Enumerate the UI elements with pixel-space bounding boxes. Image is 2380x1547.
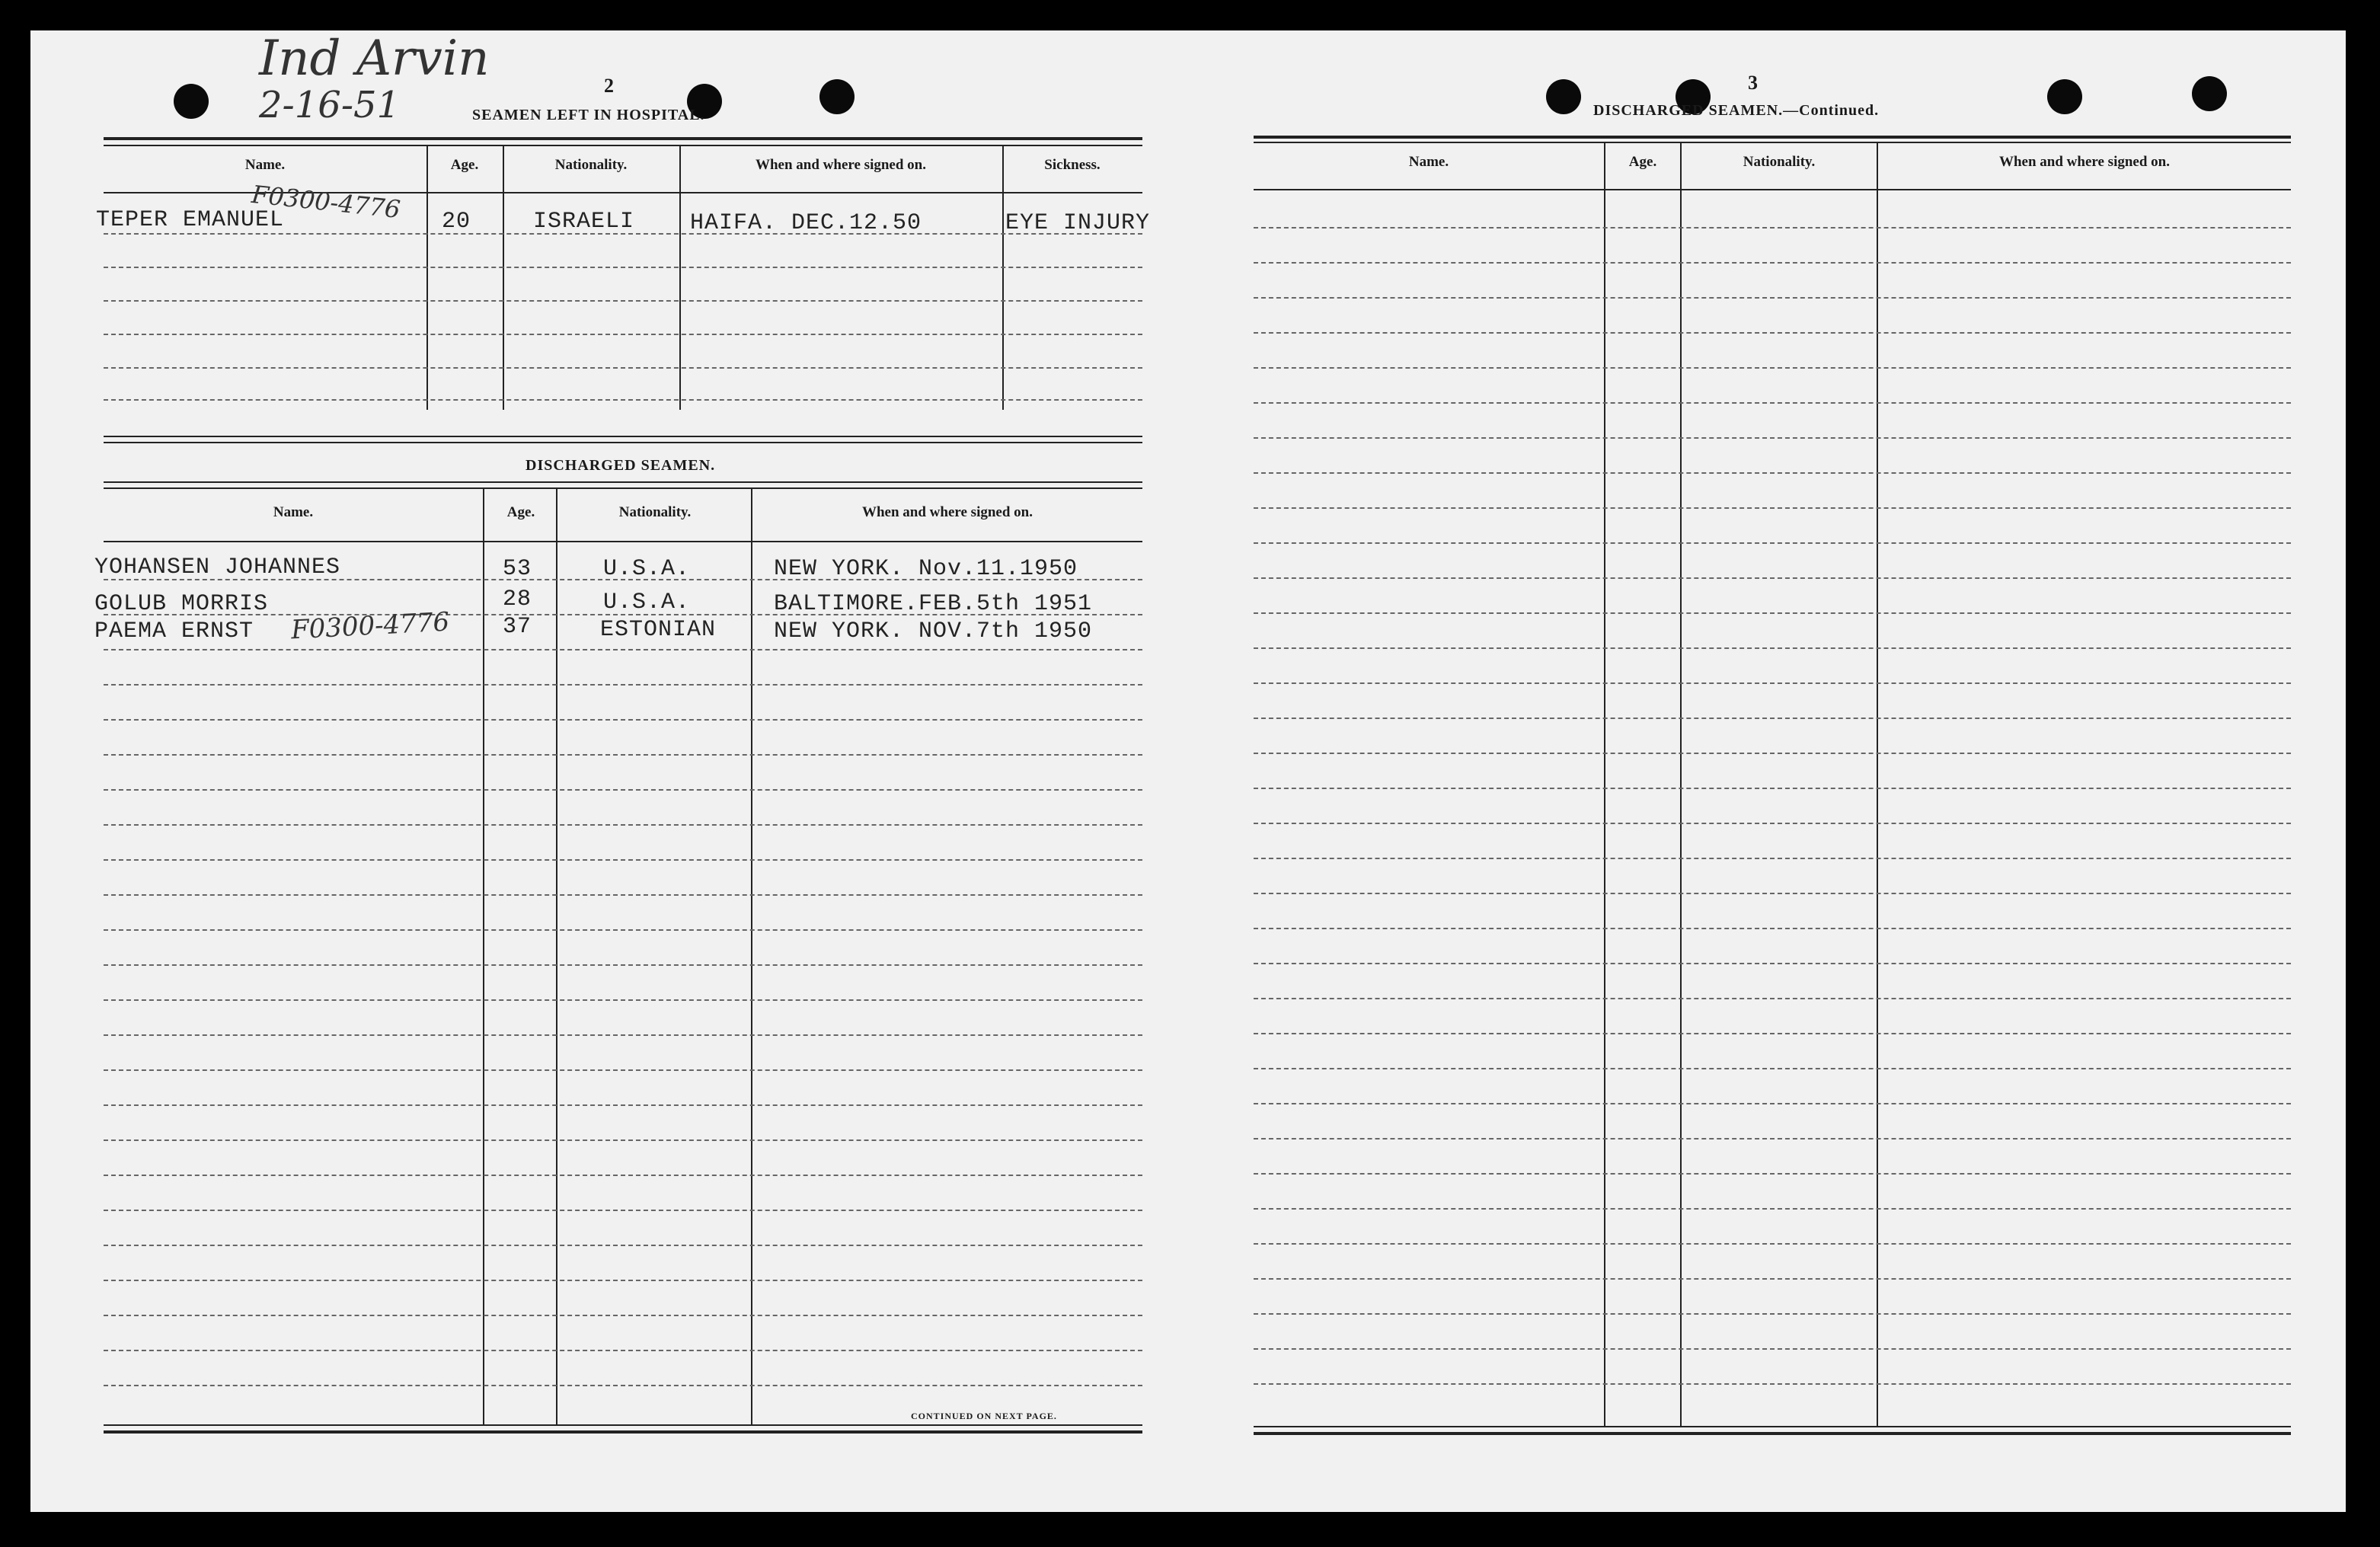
- discharged-nationality: U.S.A.: [603, 590, 691, 615]
- discharged-age: 53: [503, 556, 532, 582]
- punch-hole: [174, 84, 209, 119]
- hospital-annotation: F0300-4776: [250, 179, 402, 225]
- hospital-header-sickness: Sickness.: [1044, 157, 1101, 173]
- continued-header-signed-on: When and where signed on.: [1998, 154, 2170, 170]
- handwritten-note: Ind Arvin: [259, 30, 490, 87]
- hospital-nationality: ISRAELI: [533, 209, 635, 235]
- continued-header-age: Age.: [1628, 154, 1657, 170]
- continued-section-title: DISCHARGED SEAMEN.—Continued.: [1593, 102, 1880, 119]
- handwritten-date: 2-16-51: [259, 84, 401, 126]
- discharged-age: 37: [503, 614, 532, 640]
- punch-hole: [2192, 76, 2227, 111]
- punch-hole: [819, 79, 855, 114]
- hospital-signed-on: HAIFA. DEC.12.50: [690, 210, 922, 236]
- hospital-section-title: SEAMEN LEFT IN HOSPITAL.: [472, 107, 705, 123]
- discharged-name: YOHANSEN JOHANNES: [94, 555, 341, 580]
- discharged-name: PAEMA ERNST: [94, 618, 254, 644]
- punch-hole: [2047, 79, 2082, 114]
- discharged-name: GOLUB MORRIS: [94, 591, 269, 617]
- hospital-age: 20: [442, 209, 471, 235]
- punch-hole: [1546, 79, 1581, 114]
- continued-header-name: Name.: [1408, 154, 1449, 170]
- hospital-header-signed-on: When and where signed on.: [755, 157, 926, 173]
- discharged-signed-on: BALTIMORE.FEB.5th 1951: [774, 591, 1093, 617]
- discharged-nationality: U.S.A.: [603, 556, 691, 582]
- discharged-age: 28: [503, 587, 532, 612]
- hospital-header-nationality: Nationality.: [554, 157, 628, 173]
- hospital-header-age: Age.: [450, 157, 479, 173]
- page-number: 3: [1748, 72, 1758, 94]
- discharged-header-nationality: Nationality.: [618, 504, 692, 520]
- hospital-sickness: EYE INJURY: [1005, 210, 1151, 236]
- discharged-nationality: ESTONIAN: [600, 617, 717, 643]
- discharged-signed-on: NEW YORK. Nov.11.1950: [774, 556, 1078, 582]
- discharged-header-age: Age.: [506, 504, 535, 520]
- page-number: 2: [604, 75, 614, 97]
- document-sheet: [30, 30, 2346, 1512]
- discharged-header-name: Name.: [273, 504, 314, 520]
- discharged-header-signed-on: When and where signed on.: [861, 504, 1033, 520]
- continued-footer: CONTINUED ON NEXT PAGE.: [911, 1411, 1057, 1421]
- discharged-section-title: DISCHARGED SEAMEN.: [526, 457, 716, 474]
- hospital-header-name: Name.: [244, 157, 286, 173]
- discharged-signed-on: NEW YORK. NOV.7th 1950: [774, 618, 1093, 644]
- hospital-name: TEPER EMANUEL: [96, 207, 285, 233]
- discharged-annotation: F0300-4776: [290, 606, 451, 646]
- continued-header-nationality: Nationality.: [1743, 154, 1816, 170]
